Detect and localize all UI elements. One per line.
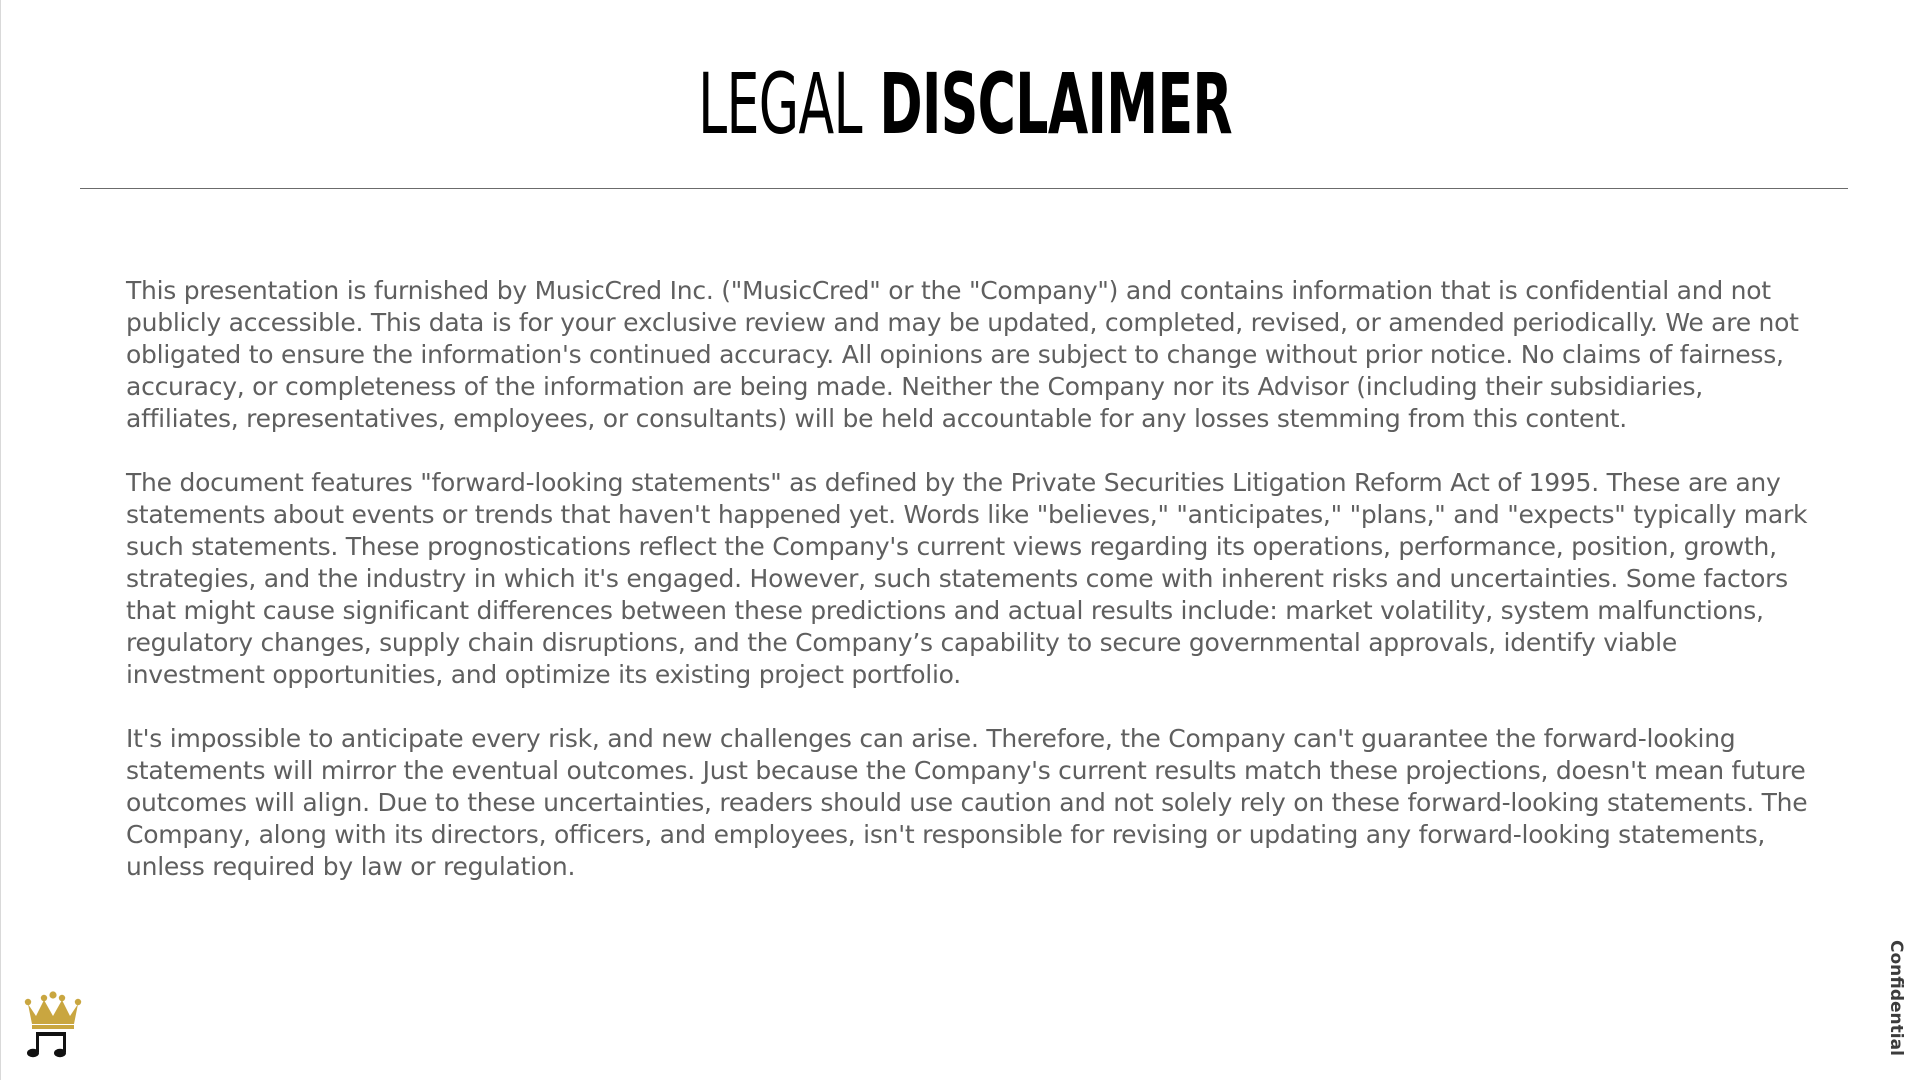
page-title (367, 55, 1564, 153)
disclaimer-paragraph-2: The document features "forward-looking statements" as defined by the Private Securities Litigation Reform Act of 1995. These are any statements about events or trends that haven't happened yet. Words like "believes," "anticipates," "plans," and "expects" typically mark such statements. These prognostications reflect the Company's current views regarding its operations, performance, position, growth, strategies, and the industry in which it's engaged. However, such statements come with inherent risks and uncertainties. Some factors that might cause significant differences between these predictions and actual results include: market volatility, system malfunctions, regulatory changes, supply chain disruptions, and the Company’s capability to secure governmental approvals, identify viable investment opportunities, and optimize its existing project portfolio. (126, 468, 1808, 689)
disclaimer-paragraph-1: This presentation is furnished by MusicCred Inc. ("MusicCred" or the "Company") and contains information that is confidential and not publicly accessible. This data is for your exclusive review and may be updated, completed, revised, or amended periodically. We are not obligated to ensure the information's continued accuracy. All opinions are subject to change without prior notice. No claims of fairness, accuracy, or completeness of the information are being made. Neither the Company nor its Advisor (including their subsidiaries, affiliates, representatives, employees, or consultants) will be held accountable for any losses stemming from this content. (126, 276, 1799, 433)
disclaimer-paragraph-3: It's impossible to anticipate every risk, and new challenges can arise. Therefore, the Company can't guarantee the forward-looking statements will mirror the eventual outcomes. Just because the Company's current results match these projections, doesn't mean future outcomes will align. Due to these uncertainties, readers should use caution and not solely rely on these forward-looking statements. The Company, along with its directors, officers, and employees, isn't responsible for revising or updating any forward-looking statements, unless required by law or regulation. (126, 724, 1808, 881)
title-divider (80, 188, 1848, 189)
page-title-bold: DISCLAIMER (879, 55, 1232, 153)
musiccred-logo-icon (24, 990, 82, 1060)
disclaimer-body (126, 275, 1816, 915)
page-title-light: LEGAL (698, 55, 862, 153)
page-left-border (0, 0, 1, 1080)
confidential-label: Confidential (1886, 940, 1906, 1056)
